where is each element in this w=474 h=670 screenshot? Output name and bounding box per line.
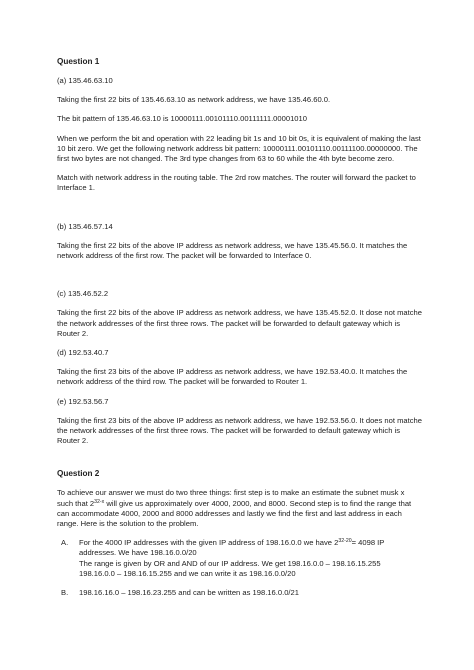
part-a-paragraph-1: Taking the first 22 bits of 135.46.63.10 as network address, we have 135.46.60.0. bbox=[57, 95, 331, 105]
part-c-paragraph-1: Taking the first 22 bits of the above IP address as network address, we have 135.45.52.0. It dose not matche the network addresses of the first three rows. The packet will be forwarded to default gateway which is Router 2. bbox=[57, 308, 422, 338]
item-a-line-2: The range is given by OR and AND of our IP address. We get 198.16.0.0 – 198.16.15.255 bbox=[79, 558, 381, 568]
part-e-label: (e) 192.53.56.7 bbox=[57, 396, 109, 406]
list-marker-b: B. bbox=[61, 588, 69, 598]
item-b-line-1: 198.16.16.0 – 198.16.23.255 and can be written as 198.16.0.0/21 bbox=[79, 588, 299, 598]
part-a-paragraph-3: When we perform the bit and operation with 22 leading bit 1s and 10 bit 0s, it is equivalent of making the last 10 bit zero. We get the following network address bit pattern: 10000111.00101110.00111100.00000000. The first two bytes are not changed. The 3rd type changes from 63 to 60 while the 4th byte become zero. bbox=[57, 133, 421, 164]
question-2-intro bbox=[57, 488, 422, 529]
question-1-heading: Question 1 bbox=[57, 57, 100, 66]
part-a-label: (a) 135.46.63.10 bbox=[57, 76, 113, 85]
part-a-paragraph-4: Match with network address in the routing table. The 2rd row matches. The router will forward the packet to Interface 1. bbox=[57, 173, 416, 193]
item-a-line-1 bbox=[79, 538, 422, 558]
list-marker-a: A. bbox=[61, 538, 69, 548]
part-d-label: (d) 192.53.40.7 bbox=[57, 348, 109, 358]
item-a-text-before: For the 4000 IP addresses with the given IP address of 198.16.0.0 we have 2 bbox=[79, 538, 339, 548]
part-c-label: (c) 135.46.52.2 bbox=[57, 289, 109, 299]
solution-list bbox=[57, 538, 422, 598]
list-item bbox=[57, 588, 422, 598]
part-b-label: (b) 135.46.57.14 bbox=[57, 221, 113, 231]
part-a-paragraph-2: The bit pattern of 135.46.63.10 is 10000111.00101110.00111111.00001010 bbox=[57, 114, 307, 124]
part-d-paragraph-1: Taking the first 23 bits of the above IP address as network address, we have 192.53.40.0. It matches the network address of the third row. The packet will be forwarded to Router 1. bbox=[57, 367, 408, 387]
list-item bbox=[57, 538, 422, 579]
part-b-paragraph-1: Taking the first 22 bits of the above IP address as network address, we have 135.45.56.0. It matches the network address of the first row. The packet will be forwarded to Interface 0. bbox=[57, 240, 408, 261]
intro-exponent: 32-x bbox=[94, 498, 105, 505]
item-a-text-after: = 4098 IP addresses. We have 198.16.0.0/20 bbox=[79, 538, 385, 558]
intro-text-before: To achieve our answer we must do two three things: first step is to make an estimate the subnet musk x such that 2 bbox=[57, 488, 405, 508]
part-e-paragraph-1: Taking the first 23 bits of the above IP address as network address, we have 192.53.56.0. It does not matche the network addresses of the first three rows. The packet will be forwarded to default gateway which is Router 2. bbox=[57, 415, 422, 446]
question-2-heading: Question 2 bbox=[57, 469, 100, 479]
item-a-line-3: 198.16.0.0 – 198.16.15.255 and we can write it as 198.16.0.0/20 bbox=[79, 568, 296, 578]
item-a-exponent: 32-20 bbox=[338, 538, 352, 545]
intro-text-after: will give us approximately over 4000, 2000, and 8000. Second step is to find the range that can accommodate 4000, 2000 and 8000 addresses and lastly we find the first and last address in each range. Here is the solution to the problem. bbox=[57, 498, 412, 529]
